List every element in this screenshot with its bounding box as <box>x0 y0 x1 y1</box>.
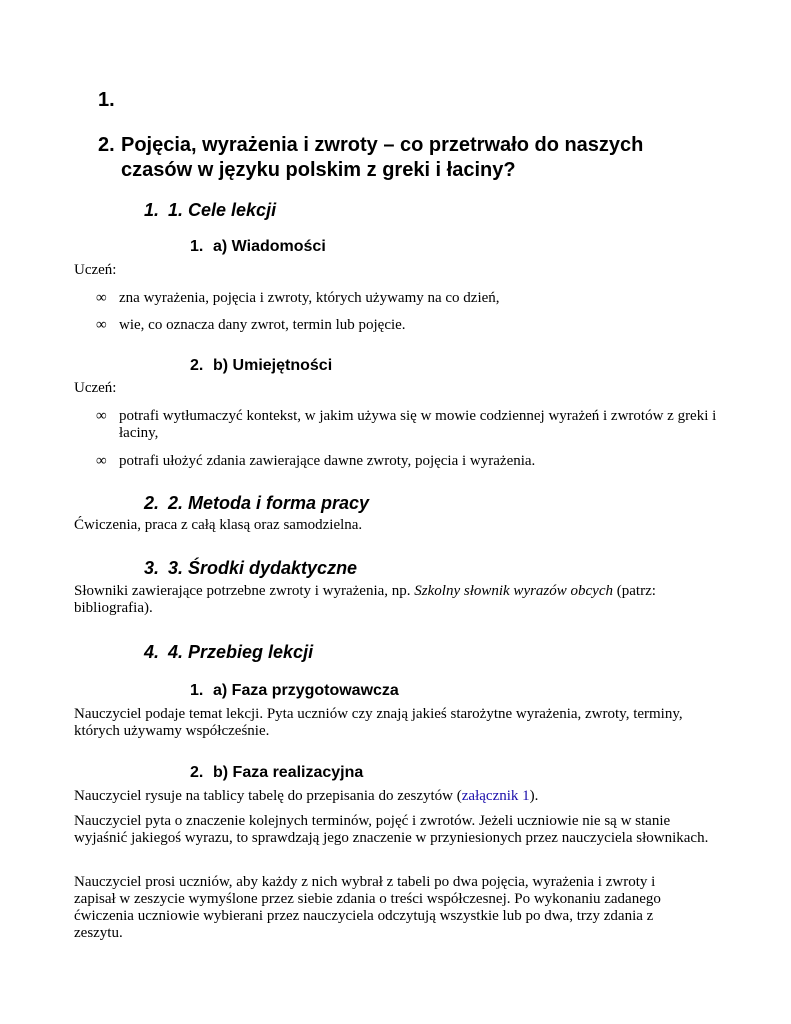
section-1a-number: 1. <box>190 238 204 255</box>
section-3-number: 3. <box>144 558 160 578</box>
section-1a-title: a) Wiadomości <box>213 238 326 255</box>
bullet-icon: ∞ <box>96 408 107 424</box>
attachment-1-link[interactable]: załącznik 1 <box>461 788 530 804</box>
section-4-title: 4. Przebieg lekcji <box>168 642 314 662</box>
bullet-icon: ∞ <box>96 453 107 469</box>
list-item: wie, co oznacza dany zwrot, termin lub pojęcie. <box>119 317 406 333</box>
section-4b-paragraph-2: Nauczyciel pyta o znaczenie kolejnych terminów, pojęć i zwrotów. Jeżeli uczniowie nie są w stanie wyjaśnić jakiegoś wyrazu, to sprawdzają jego znaczenie w przyniesionych przez nauczyciela słownikach. <box>74 813 709 846</box>
title-line-1: Pojęcia, wyrażenia i zwroty – co przetrwało do naszych <box>121 134 644 156</box>
section-1a-intro: Uczeń: <box>74 262 117 278</box>
section-4-number: 4. <box>144 642 160 662</box>
section-2-title: 2. Metoda i forma pracy <box>168 493 370 513</box>
bullet-icon: ∞ <box>96 290 107 306</box>
section-3-title: 3. Środki dydaktyczne <box>168 558 358 578</box>
title-line-2: czasów w języku polskim z greki i łaciny? <box>121 159 516 181</box>
section-4a-text: Nauczyciel podaje temat lekcji. Pyta uczniów czy znają jakieś starożytne wyrażenia, zwroty, terminy, których używamy współcześnie. <box>74 706 683 739</box>
list-item: potrafi ułożyć zdania zawierające dawne zwroty, pojęcia i wyrażenia. <box>119 453 536 469</box>
section-4a-title: a) Faza przygotowawcza <box>213 682 399 699</box>
heading-number-1: 1. <box>98 89 115 111</box>
section-2-number: 2. <box>144 493 160 513</box>
section-1b-number: 2. <box>190 357 204 374</box>
list-item: potrafi wytłumaczyć kontekst, w jakim używa się w mowie codziennej wyrażeń i zwrotów z greki i łaciny, <box>119 408 717 441</box>
title-number: 2. <box>98 134 115 156</box>
section-1b-intro: Uczeń: <box>74 380 117 396</box>
section-1b-title: b) Umiejętności <box>213 357 333 374</box>
list-item: zna wyrażenia, pojęcia i zwroty, których używamy na co dzień, <box>119 290 500 306</box>
section-4b-paragraph-3: Nauczyciel prosi uczniów, aby każdy z nich wybrał z tabeli po dwa pojęcia, wyrażenia i zwroty i zapisał w zeszycie wymyślone przez siebie zdania o treści współczesnej. Po wykonaniu zadanego ćwiczenia uczniowie wybierani przez nauczyciela odczytują wszystkie lub po dwa, trzy zdania z zeszytu. <box>74 874 661 941</box>
section-4b-title: b) Faza realizacyjna <box>213 764 364 781</box>
section-1-title: 1. Cele lekcji <box>168 200 277 220</box>
section-4b-paragraph-1: Nauczyciel rysuje na tablicy tabelę do przepisania do zeszytów (załącznik 1). <box>74 788 539 804</box>
section-4a-number: 1. <box>190 682 204 699</box>
section-2-text: Ćwiczenia, praca z całą klasą oraz samodzielna. <box>74 517 363 533</box>
section-1-number: 1. <box>144 200 160 220</box>
section-4b-number: 2. <box>190 764 204 781</box>
section-3-text: Słowniki zawierające potrzebne zwroty i wyrażenia, np. Szkolny słownik wyrazów obcych (patrz: bibliografia). <box>74 583 656 616</box>
bullet-icon: ∞ <box>96 317 107 333</box>
